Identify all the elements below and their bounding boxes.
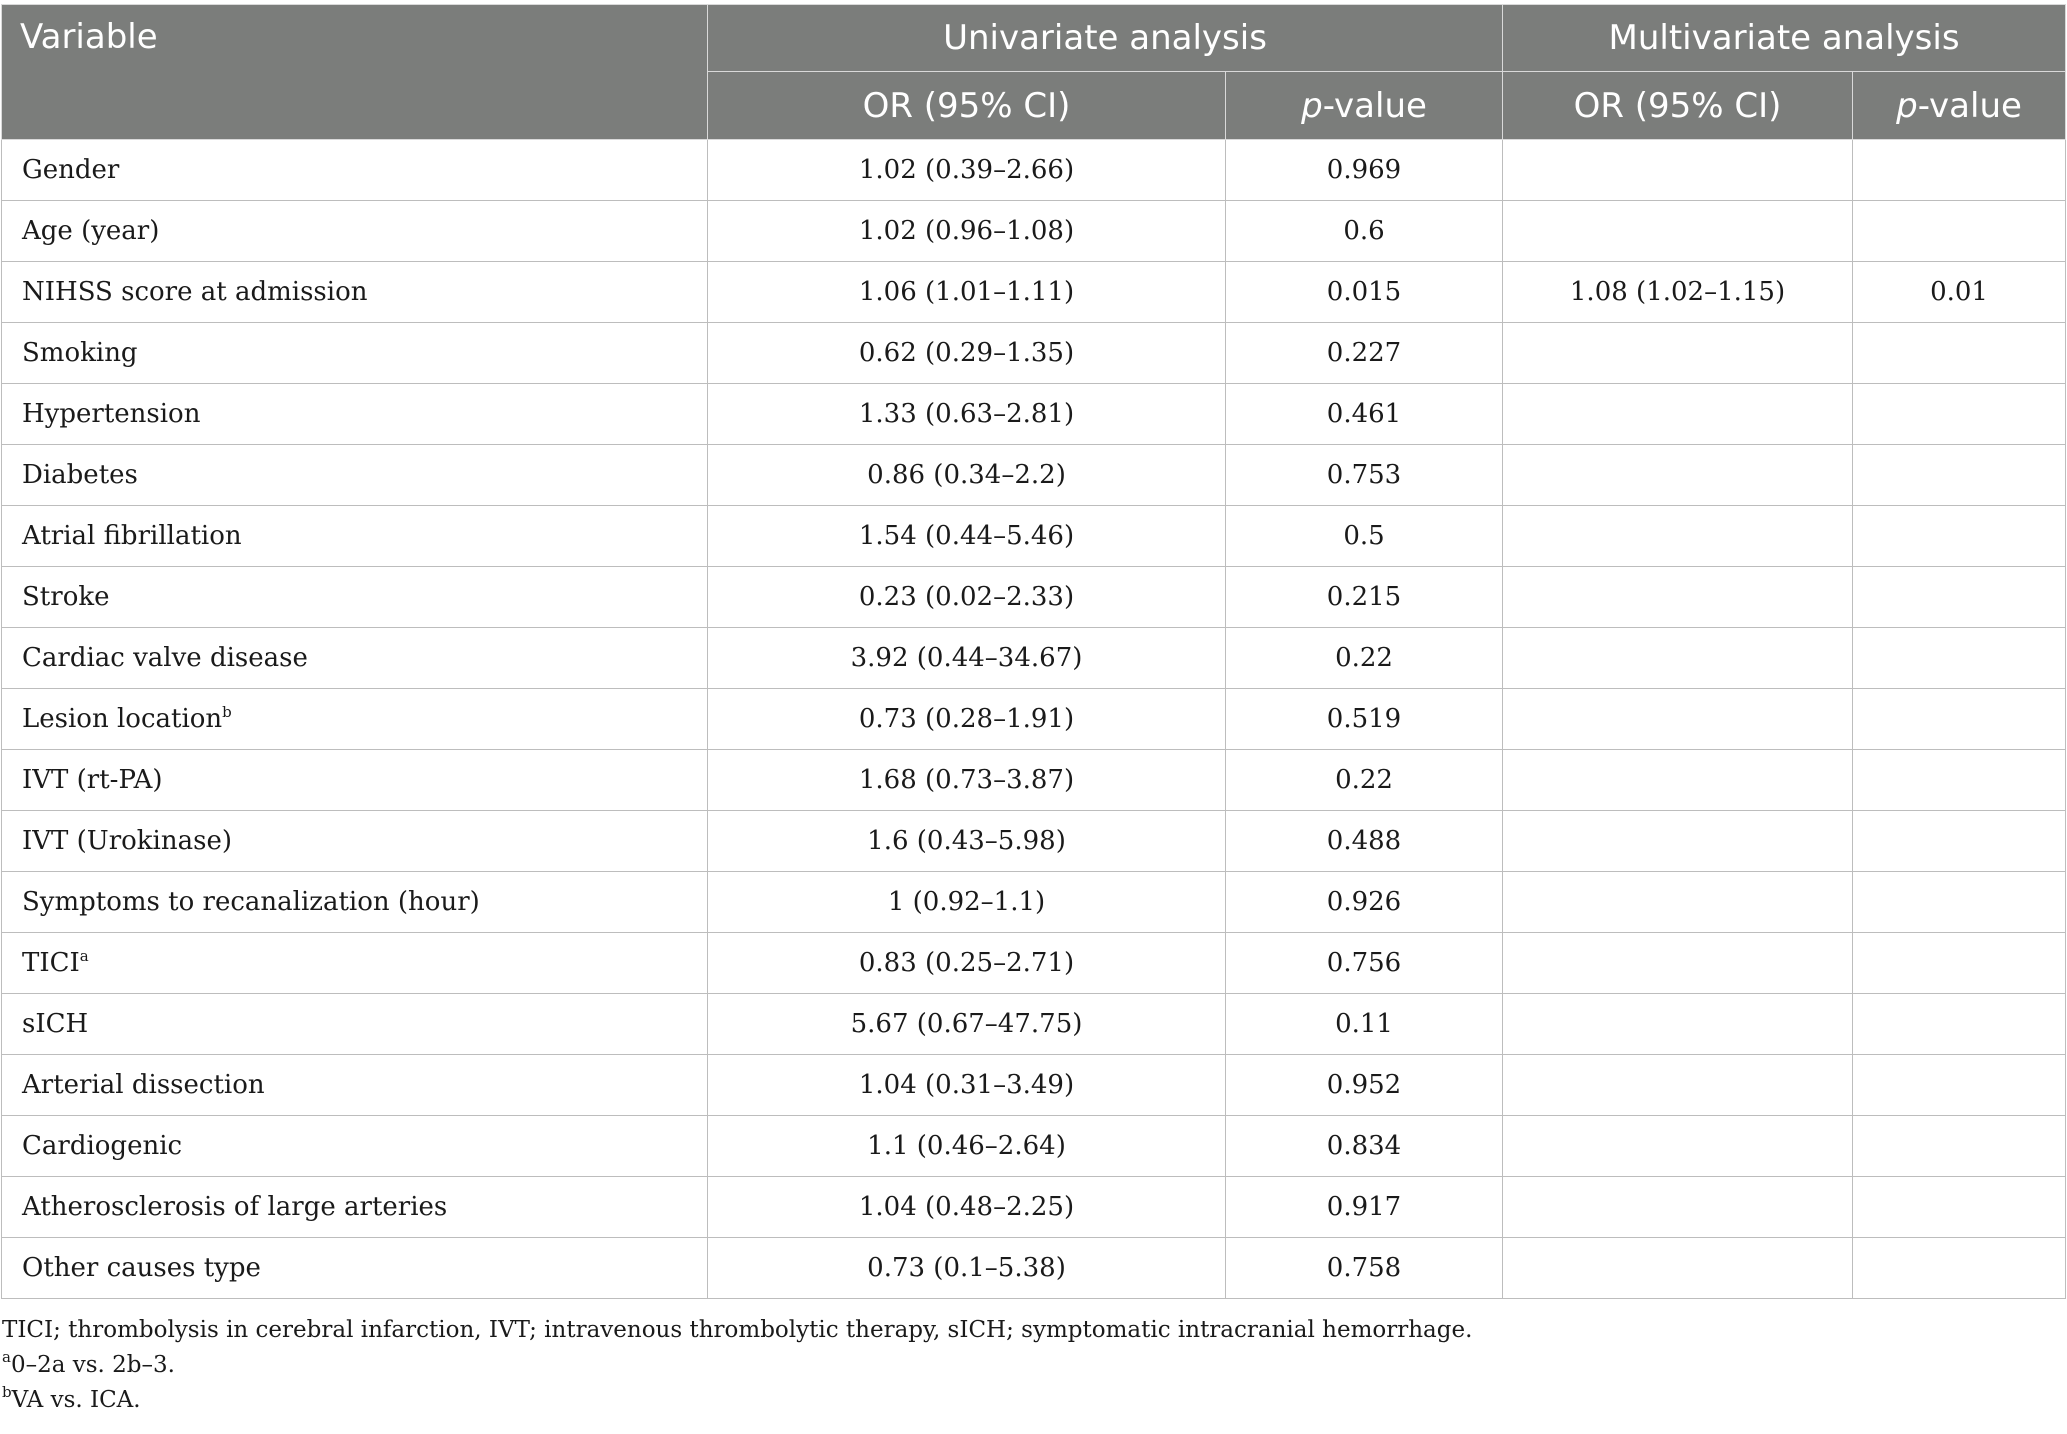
variable-label: Cardiogenic xyxy=(22,1131,183,1161)
cell-uni-p: 0.753 xyxy=(1226,445,1503,506)
variable-label: Atherosclerosis of large arteries xyxy=(22,1192,448,1222)
cell-variable xyxy=(2,1238,708,1299)
cell-multi-or xyxy=(1503,872,1853,933)
table-row xyxy=(2,1238,2066,1299)
cell-uni-p: 0.969 xyxy=(1226,140,1503,201)
cell-uni-or: 1.1 (0.46–2.64) xyxy=(708,1116,1226,1177)
footnote-a xyxy=(2,1348,2067,1383)
cell-multi-or xyxy=(1503,506,1853,567)
table-row xyxy=(2,1116,2066,1177)
cell-uni-p: 0.6 xyxy=(1226,201,1503,262)
variable-label: Hypertension xyxy=(22,399,201,429)
cell-variable xyxy=(2,201,708,262)
header-uni-or: OR (95% CI) xyxy=(708,72,1226,140)
table-row xyxy=(2,201,2066,262)
cell-multi-or xyxy=(1503,567,1853,628)
cell-multi-p xyxy=(1853,384,2066,445)
header-variable: Variable xyxy=(2,5,708,140)
variable-label: Stroke xyxy=(22,582,110,612)
cell-variable xyxy=(2,1177,708,1238)
header-uni-p xyxy=(1226,72,1503,140)
table-row xyxy=(2,811,2066,872)
cell-multi-or xyxy=(1503,994,1853,1055)
cell-variable xyxy=(2,750,708,811)
variable-label: Diabetes xyxy=(22,460,138,490)
p-italic: p xyxy=(1301,85,1323,126)
cell-multi-or xyxy=(1503,1055,1853,1116)
p-suffix: -value xyxy=(1917,85,2022,126)
cell-uni-p: 0.834 xyxy=(1226,1116,1503,1177)
cell-uni-p: 0.22 xyxy=(1226,750,1503,811)
table-row xyxy=(2,323,2066,384)
cell-multi-p xyxy=(1853,201,2066,262)
cell-multi-p xyxy=(1853,323,2066,384)
table-row xyxy=(2,689,2066,750)
cell-uni-or: 0.73 (0.28–1.91) xyxy=(708,689,1226,750)
table-row xyxy=(2,628,2066,689)
cell-variable xyxy=(2,445,708,506)
cell-uni-p: 0.015 xyxy=(1226,262,1503,323)
variable-label: Cardiac valve disease xyxy=(22,643,308,673)
cell-variable xyxy=(2,689,708,750)
cell-variable xyxy=(2,140,708,201)
regression-table xyxy=(1,4,2066,1299)
cell-uni-or: 1.6 (0.43–5.98) xyxy=(708,811,1226,872)
header-multi-or: OR (95% CI) xyxy=(1503,72,1853,140)
cell-multi-p xyxy=(1853,872,2066,933)
header-multi-p xyxy=(1853,72,2066,140)
cell-uni-p: 0.227 xyxy=(1226,323,1503,384)
cell-uni-p: 0.519 xyxy=(1226,689,1503,750)
results-table-container xyxy=(0,4,2067,1418)
cell-multi-or xyxy=(1503,384,1853,445)
cell-multi-or xyxy=(1503,811,1853,872)
cell-uni-p: 0.952 xyxy=(1226,1055,1503,1116)
table-row xyxy=(2,262,2066,323)
cell-multi-p xyxy=(1853,689,2066,750)
table-body xyxy=(2,140,2066,1299)
table-row xyxy=(2,445,2066,506)
cell-multi-p xyxy=(1853,933,2066,994)
cell-multi-or xyxy=(1503,323,1853,384)
footnote-b xyxy=(2,1383,2067,1418)
cell-variable xyxy=(2,872,708,933)
cell-variable xyxy=(2,262,708,323)
cell-multi-or xyxy=(1503,445,1853,506)
cell-uni-or: 1.04 (0.31–3.49) xyxy=(708,1055,1226,1116)
table-row xyxy=(2,872,2066,933)
cell-multi-or xyxy=(1503,750,1853,811)
variable-label: IVT (Urokinase) xyxy=(22,826,232,856)
cell-multi-p xyxy=(1853,567,2066,628)
variable-label: Atrial fibrillation xyxy=(22,521,242,551)
footnote-a-mark: a xyxy=(2,1348,11,1366)
cell-uni-p: 0.22 xyxy=(1226,628,1503,689)
cell-uni-or: 0.62 (0.29–1.35) xyxy=(708,323,1226,384)
cell-uni-or: 0.23 (0.02–2.33) xyxy=(708,567,1226,628)
cell-uni-or: 0.86 (0.34–2.2) xyxy=(708,445,1226,506)
cell-uni-p: 0.758 xyxy=(1226,1238,1503,1299)
cell-multi-or xyxy=(1503,1116,1853,1177)
table-row xyxy=(2,933,2066,994)
variable-label: Gender xyxy=(22,155,120,185)
cell-uni-p: 0.5 xyxy=(1226,506,1503,567)
cell-multi-or xyxy=(1503,1238,1853,1299)
cell-uni-or: 1.33 (0.63–2.81) xyxy=(708,384,1226,445)
cell-uni-or: 1.54 (0.44–5.46) xyxy=(708,506,1226,567)
cell-uni-or: 0.73 (0.1–5.38) xyxy=(708,1238,1226,1299)
table-row xyxy=(2,140,2066,201)
cell-uni-or: 0.83 (0.25–2.71) xyxy=(708,933,1226,994)
cell-uni-or: 1.04 (0.48–2.25) xyxy=(708,1177,1226,1238)
variable-label: IVT (rt-PA) xyxy=(22,765,163,795)
cell-multi-or xyxy=(1503,933,1853,994)
cell-variable xyxy=(2,1055,708,1116)
cell-variable xyxy=(2,994,708,1055)
variable-label: NIHSS score at admission xyxy=(22,277,368,307)
cell-uni-p: 0.461 xyxy=(1226,384,1503,445)
cell-uni-or: 1.02 (0.39–2.66) xyxy=(708,140,1226,201)
cell-variable xyxy=(2,628,708,689)
table-row xyxy=(2,506,2066,567)
variable-label: TICI xyxy=(22,948,80,978)
variable-label: Symptoms to recanalization (hour) xyxy=(22,887,480,917)
cell-uni-p: 0.756 xyxy=(1226,933,1503,994)
header-row-1 xyxy=(2,5,2066,72)
cell-variable xyxy=(2,933,708,994)
cell-multi-p xyxy=(1853,140,2066,201)
cell-multi-p xyxy=(1853,994,2066,1055)
cell-multi-or xyxy=(1503,201,1853,262)
cell-multi-p xyxy=(1853,750,2066,811)
cell-uni-p: 0.917 xyxy=(1226,1177,1503,1238)
cell-multi-or xyxy=(1503,689,1853,750)
cell-multi-p xyxy=(1853,811,2066,872)
cell-multi-p xyxy=(1853,445,2066,506)
cell-uni-p: 0.488 xyxy=(1226,811,1503,872)
cell-uni-p: 0.926 xyxy=(1226,872,1503,933)
cell-uni-p: 0.215 xyxy=(1226,567,1503,628)
footnote-marker: b xyxy=(222,703,232,721)
cell-variable xyxy=(2,506,708,567)
p-suffix: -value xyxy=(1322,85,1427,126)
cell-multi-or xyxy=(1503,140,1853,201)
variable-label: Smoking xyxy=(22,338,138,368)
header-multivariate: Multivariate analysis xyxy=(1503,5,2066,72)
cell-multi-or xyxy=(1503,628,1853,689)
variable-label: Other causes type xyxy=(22,1253,261,1283)
cell-variable xyxy=(2,811,708,872)
cell-multi-p xyxy=(1853,1055,2066,1116)
footnote-marker: a xyxy=(79,947,89,965)
p-italic: p xyxy=(1896,85,1918,126)
cell-uni-or: 5.67 (0.67–47.75) xyxy=(708,994,1226,1055)
table-row xyxy=(2,567,2066,628)
variable-label: sICH xyxy=(22,1009,89,1039)
variable-label: Age (year) xyxy=(22,216,160,246)
cell-multi-p: 0.01 xyxy=(1853,262,2066,323)
table-row xyxy=(2,384,2066,445)
cell-uni-or: 3.92 (0.44–34.67) xyxy=(708,628,1226,689)
cell-multi-p xyxy=(1853,1238,2066,1299)
cell-multi-or xyxy=(1503,1177,1853,1238)
footnote-b-text: VA vs. ICA. xyxy=(11,1387,141,1413)
cell-multi-p xyxy=(1853,628,2066,689)
cell-variable xyxy=(2,384,708,445)
header-univariate: Univariate analysis xyxy=(708,5,1503,72)
variable-label: Lesion location xyxy=(22,704,223,734)
footnote-abbreviations: TICI; thrombolysis in cerebral infarction, IVT; intravenous thrombolytic therapy, sICH; symptomatic intracranial hemorrhage. xyxy=(2,1317,1473,1343)
cell-uni-or: 1.02 (0.96–1.08) xyxy=(708,201,1226,262)
variable-label: Arterial dissection xyxy=(22,1070,265,1100)
cell-variable xyxy=(2,567,708,628)
footnote-b-mark: b xyxy=(2,1383,12,1401)
footnote-a-text: 0–2a vs. 2b–3. xyxy=(10,1352,175,1378)
cell-uni-or: 1.68 (0.73–3.87) xyxy=(708,750,1226,811)
cell-multi-p xyxy=(1853,1177,2066,1238)
cell-uni-or: 1 (0.92–1.1) xyxy=(708,872,1226,933)
cell-multi-p xyxy=(1853,1116,2066,1177)
table-row xyxy=(2,750,2066,811)
cell-multi-p xyxy=(1853,506,2066,567)
cell-uni-or: 1.06 (1.01–1.11) xyxy=(708,262,1226,323)
table-row xyxy=(2,1177,2066,1238)
table-row xyxy=(2,1055,2066,1116)
cell-variable xyxy=(2,323,708,384)
cell-variable xyxy=(2,1116,708,1177)
cell-multi-or: 1.08 (1.02–1.15) xyxy=(1503,262,1853,323)
table-row xyxy=(2,994,2066,1055)
cell-uni-p: 0.11 xyxy=(1226,994,1503,1055)
